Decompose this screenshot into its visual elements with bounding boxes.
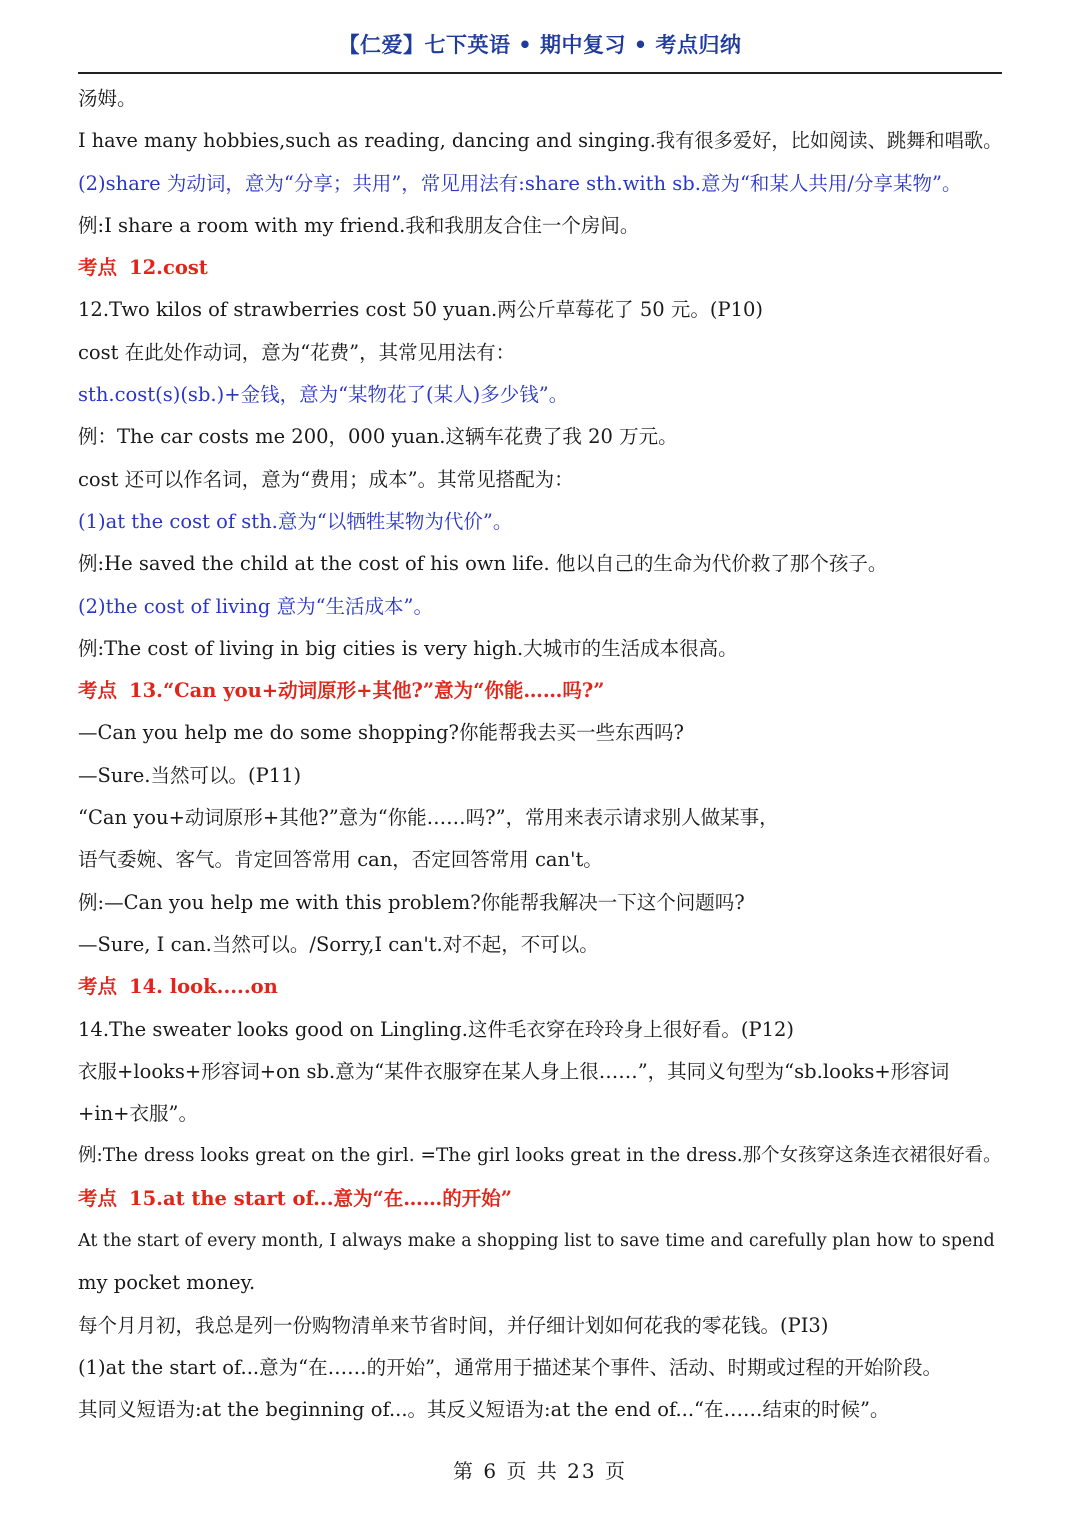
text-line: +in+衣服”。 [78,1102,198,1126]
section-heading-14 [78,966,1002,1008]
text-line: 12.Two kilos of strawberries cost 50 yuan.两公斤草莓花了 50 元。(P10) [78,298,764,322]
text-line: 汤姆。 [78,87,137,110]
heading-text: 14. look.....on [129,975,278,999]
usage-note: sth.cost(s)(sb.)+金钱，意为“某物花了(某人)多少钱”。 [78,383,569,407]
dialogue-line: —Sure.当然可以。(P11) [78,763,302,787]
text-line: 语气委婉、客气。肯定回答常用 can，否定回答常用 can't。 [78,848,603,872]
heading-text: 15.at the start of...意为“在……的开始” [129,1186,512,1210]
example-line: 例:The dress looks great on the girl. =The girl looks great in the dress.那个女孩穿这条连衣裙很好看。 [78,1145,1002,1167]
text-line: At the start of every month, I always make a shopping list to save time and carefully plan how to spend [78,1231,995,1252]
heading-label: 考点 [78,256,118,280]
header-title: 【仁爱】七下英语 • 期中复习 • 考点归纳 [338,33,742,57]
heading-label: 考点 [78,975,118,999]
text-line: cost 在此处作动词，意为“花费”，其常见用法有： [78,340,516,364]
text-line: my pocket money. [78,1271,256,1295]
text-line: (1)at the start of...意为“在……的开始”，通常用于描述某个事件、活动、时期或过程的开始阶段。 [78,1355,943,1379]
usage-note: (2)share 为动词，意为“分享；共用”，常见用法有:share sth.with sb.意为“和某人共用/分享某物”。 [78,171,962,195]
text-line: “Can you+动词原形+其他?”意为“你能……吗?”，常用来表示请求别人做某事， [78,806,779,830]
example-line: 例:The cost of living in big cities is very high.大城市的生活成本很高。 [78,636,738,660]
heading-label: 考点 [78,679,118,703]
text-line: 衣服+looks+形容词+on sb.意为“某件衣服穿在某人身上很……”，其同义句型为“sb.looks+形容词 [78,1059,950,1083]
dialogue-line: —Can you help me do some shopping?你能帮我去买一些东西吗? [78,721,684,745]
text-line: 14.The sweater looks good on Lingling.这件毛衣穿在玲玲身上很好看。(P12) [78,1017,795,1041]
example-line: 例：The car costs me 200，000 yuan.这辆车花费了我 20 万元。 [78,425,678,449]
document-body [78,78,1002,1432]
example-line: 例:He saved the child at the cost of his own life. 他以自己的生命为代价救了那个孩子。 [78,552,888,576]
heading-text: 13.“Can you+动词原形+其他?”意为“你能……吗?” [129,679,605,703]
text-line: cost 还可以作名词，意为“费用；成本”。其常见搭配为： [78,467,574,491]
usage-note: (1)at the cost of sth.意为“以牺牲某物为代价”。 [78,509,513,533]
heading-label: 考点 [78,1186,118,1210]
text-line: 其同义短语为:at the beginning of...。其反义短语为:at the end of...“在……结束的时候”。 [78,1398,890,1422]
usage-note: (2)the cost of living 意为“生活成本”。 [78,594,434,618]
section-heading-12 [78,247,1002,289]
page-number: 第 6 页 共 23 页 [453,1459,627,1483]
example-line: 例:—Can you help me with this problem?你能帮我解决一下这个问题吗? [78,890,745,914]
page-header [78,28,1002,74]
text-line: 每个月月初，我总是列一份购物清单来节省时间，并仔细计划如何花我的零花钱。(PI3) [78,1313,829,1337]
heading-text: 12.cost [129,256,208,280]
section-heading-15 [78,1178,1002,1220]
section-heading-13 [78,670,1002,712]
example-line: 例:I share a room with my friend.我和我朋友合住一个房间。 [78,213,640,237]
text-line: I have many hobbies,such as reading, dancing and singing.我有很多爱好，比如阅读、跳舞和唱歌。 [78,129,1002,153]
dialogue-line: —Sure, I can.当然可以。/Sorry,I can't.对不起，不可以。 [78,932,599,956]
